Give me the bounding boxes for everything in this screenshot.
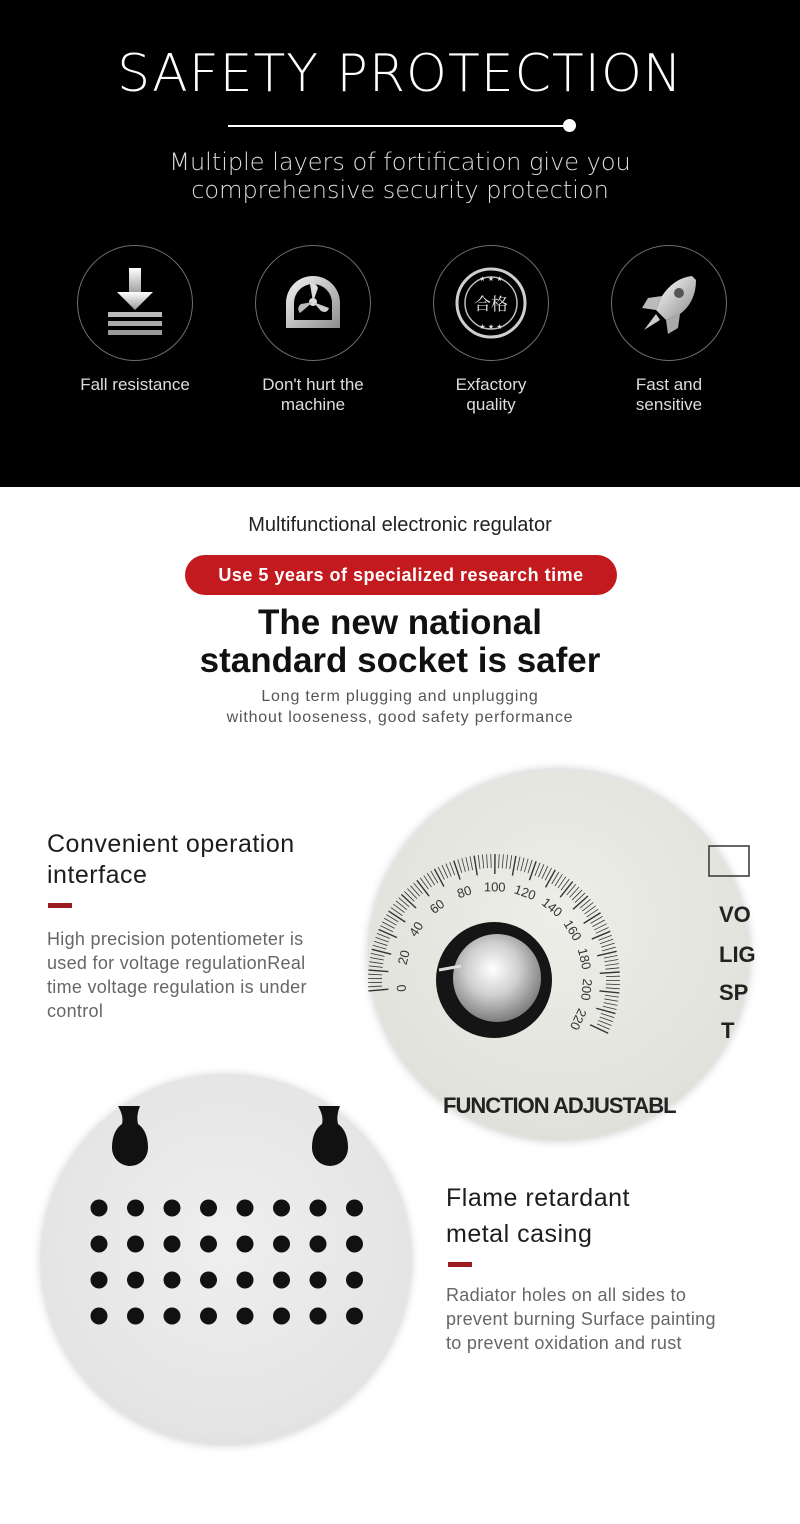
vent-hole	[200, 1200, 217, 1217]
dial-tick	[561, 879, 569, 890]
dial-tick	[371, 953, 385, 956]
dial-tick	[379, 929, 397, 937]
dial-tick	[370, 958, 384, 960]
subtitle-line: comprehensive security protection	[191, 176, 609, 204]
vent-hole	[346, 1236, 363, 1253]
dial-tick	[535, 863, 540, 876]
dial-tick	[602, 947, 616, 951]
section-title: SAFETY PROTECTION	[117, 44, 683, 104]
dial-tick	[596, 1008, 615, 1013]
dial-tick	[605, 959, 619, 961]
dial-tick	[389, 911, 406, 922]
dial-tick	[600, 1017, 613, 1022]
dial-tick	[434, 869, 443, 887]
vent-hole	[91, 1200, 108, 1217]
dial-tick	[478, 855, 480, 869]
dial-tick	[375, 937, 388, 942]
dial-tick	[502, 854, 503, 868]
dial-tick	[510, 855, 512, 869]
vent-hole	[127, 1236, 144, 1253]
vent-hole	[310, 1236, 327, 1253]
fall-arrow-icon	[90, 258, 180, 348]
side-label: T	[721, 1018, 735, 1043]
feature-icon-circle	[433, 245, 549, 361]
dial-tick	[598, 1020, 611, 1025]
dial-tick	[604, 955, 618, 958]
dial-tick	[528, 860, 532, 873]
dial-tick	[575, 893, 585, 903]
dial-tick	[555, 874, 563, 886]
section-subtitle	[0, 148, 800, 204]
dial-tick	[524, 859, 528, 872]
vent-hole	[346, 1272, 363, 1289]
operation-description: High precision potentiometer is used for voltage regulationReal time voltage regulation is under control	[47, 929, 307, 1021]
dial-tick	[580, 899, 591, 908]
feature-icon-circle	[255, 245, 371, 361]
dial-number: 60	[426, 896, 448, 917]
dial-tick	[506, 855, 508, 869]
vent-hole	[164, 1272, 181, 1289]
side-label: SP	[719, 980, 749, 1005]
feature-label: Fall resistance	[80, 375, 190, 394]
dial-tick	[512, 856, 515, 876]
feature-exfactory-quality	[411, 245, 571, 415]
vent-hole	[310, 1272, 327, 1289]
dial-number: 160	[560, 917, 585, 944]
dial-tick	[410, 886, 419, 896]
vent-hole	[164, 1200, 181, 1217]
dial-number: 100	[483, 879, 506, 895]
dial-tick	[458, 859, 462, 872]
side-label: VO	[719, 902, 751, 927]
dial-tick	[374, 941, 387, 945]
dial-tick	[372, 949, 391, 954]
feature-label: Exfactory quality	[455, 375, 527, 414]
vent-hole	[346, 1308, 363, 1325]
dial-number: 200	[577, 978, 596, 1002]
operation-accent-bar	[48, 903, 72, 908]
vent-hole	[346, 1200, 363, 1217]
dial-tick	[558, 877, 566, 888]
feature-icon-circle	[77, 245, 193, 361]
feature-label: Don't hurt the machine	[262, 375, 364, 414]
dial-tick	[368, 986, 382, 987]
casing-description: Radiator holes on all sides to prevent burning Surface painting to prevent oxidation and rust	[446, 1285, 716, 1353]
mounting-slot	[312, 1106, 348, 1166]
seal-text: 合格	[474, 295, 508, 315]
feature-icon-circle	[611, 245, 727, 361]
vent-hole	[91, 1236, 108, 1253]
vent-hole	[273, 1236, 290, 1253]
casing-accent-bar	[448, 1262, 472, 1267]
dial-tick	[606, 988, 620, 989]
dial-tick	[592, 931, 610, 939]
dial-tick	[521, 858, 524, 872]
dial-tick	[399, 898, 410, 907]
vent-hole	[91, 1308, 108, 1325]
dial-number: 120	[512, 881, 538, 903]
dial-number: 180	[574, 946, 595, 972]
dial-tick	[600, 972, 620, 973]
safety-protection-section	[0, 0, 800, 487]
vent-hole	[127, 1200, 144, 1217]
dial-tick	[601, 943, 614, 947]
dial-tick	[470, 856, 473, 870]
title-underline	[228, 125, 568, 127]
side-label: LIG	[719, 942, 756, 967]
dial-tick	[369, 962, 383, 964]
dial-tick	[393, 904, 404, 912]
dial-tick	[466, 857, 469, 871]
rocket-icon	[624, 258, 714, 348]
subtitle-line: Multiple layers of fortification give you	[169, 148, 631, 176]
dial-tick	[597, 951, 616, 956]
dial-number: 40	[405, 918, 427, 940]
dial-tick	[517, 857, 520, 871]
vent-hole	[273, 1272, 290, 1289]
dial-tick	[546, 870, 556, 887]
dial-tick	[368, 974, 382, 975]
dial-tick	[603, 1006, 617, 1009]
voltage-dial	[369, 770, 756, 1140]
dial-tick	[420, 878, 428, 889]
dial-tick	[585, 906, 596, 914]
panel-label: FUNCTION ADJUSTABL	[443, 1093, 676, 1118]
vent-hole	[164, 1308, 181, 1325]
dial-tick	[369, 966, 383, 968]
vent-hole	[237, 1236, 254, 1253]
metal-casing	[42, 1076, 410, 1444]
research-time-badge: Use 5 years of specialized research time	[185, 555, 617, 595]
casing-photo	[42, 1076, 410, 1444]
dial-tick	[584, 913, 601, 924]
feature-fall-resistance	[55, 245, 215, 395]
dial-tick	[368, 989, 388, 991]
knob-photo	[369, 770, 756, 1140]
dial-number: 0	[393, 983, 410, 993]
feature-fast-sensitive	[589, 245, 749, 415]
dial-tick	[474, 856, 477, 876]
socket-subheadline: Long term plugging and unplugging without looseness, good safety performance	[226, 688, 574, 726]
dial-tick	[407, 889, 417, 899]
vent-hole	[273, 1308, 290, 1325]
feature-dont-hurt-machine	[233, 245, 393, 415]
dial-number: 220	[566, 1006, 590, 1033]
vent-hole	[164, 1236, 181, 1253]
vent-hole	[237, 1272, 254, 1289]
dial-number: 80	[455, 882, 474, 902]
fan-icon	[268, 258, 358, 348]
svg-text:★ ★ ★: ★ ★ ★	[479, 323, 503, 331]
dial-tick	[373, 945, 386, 949]
dial-tick	[572, 890, 582, 900]
quality-seal-icon	[446, 258, 536, 348]
dial-tick	[570, 887, 579, 897]
dial-tick	[582, 902, 593, 911]
vent-hole	[310, 1200, 327, 1217]
vent-hole	[91, 1272, 108, 1289]
dial-tick	[482, 855, 483, 869]
dial-tick	[605, 964, 619, 966]
dial-tick	[396, 901, 407, 910]
dial-number: 20	[394, 948, 413, 967]
dial-tick	[600, 939, 613, 944]
dial-number: 140	[538, 894, 566, 920]
knob-cap	[453, 934, 541, 1022]
vent-hole	[200, 1272, 217, 1289]
dial-tick	[605, 995, 619, 997]
feature-label: Fast and sensitive	[635, 375, 703, 414]
product-tagline: Multifunctional electronic regulator	[248, 514, 552, 536]
dial-tick	[567, 884, 576, 895]
dial-tick	[450, 862, 455, 875]
vent-hole	[127, 1272, 144, 1289]
operation-title: Convenient operation interface	[47, 830, 295, 889]
dial-tick	[368, 970, 388, 972]
dial-tick	[605, 968, 619, 969]
vent-hole	[237, 1308, 254, 1325]
dial-tick	[590, 1025, 608, 1033]
dial-tick	[499, 854, 500, 868]
dial-tick	[487, 854, 488, 868]
dial-tick	[414, 883, 423, 894]
dial-tick	[601, 1013, 614, 1017]
dial-tick	[604, 999, 618, 1001]
svg-text:★ ★ ★: ★ ★ ★	[479, 275, 503, 283]
dial-tick	[604, 1003, 618, 1006]
title-underline-dot	[563, 119, 576, 132]
dial-tick	[404, 891, 414, 901]
dial-tick	[424, 875, 432, 887]
socket-headline: The new national standard socket is safer	[199, 603, 601, 680]
dial-tick	[462, 858, 466, 872]
vent-hole	[200, 1308, 217, 1325]
vent-hole	[273, 1200, 290, 1217]
vent-hole	[200, 1236, 217, 1253]
vent-hole	[127, 1308, 144, 1325]
casing-title: Flame retardant metal casing	[446, 1184, 630, 1248]
dial-tick	[606, 984, 620, 985]
vent-hole	[310, 1308, 327, 1325]
mounting-slot	[112, 1106, 148, 1166]
dial-tick	[599, 991, 619, 993]
vent-hole	[237, 1200, 254, 1217]
